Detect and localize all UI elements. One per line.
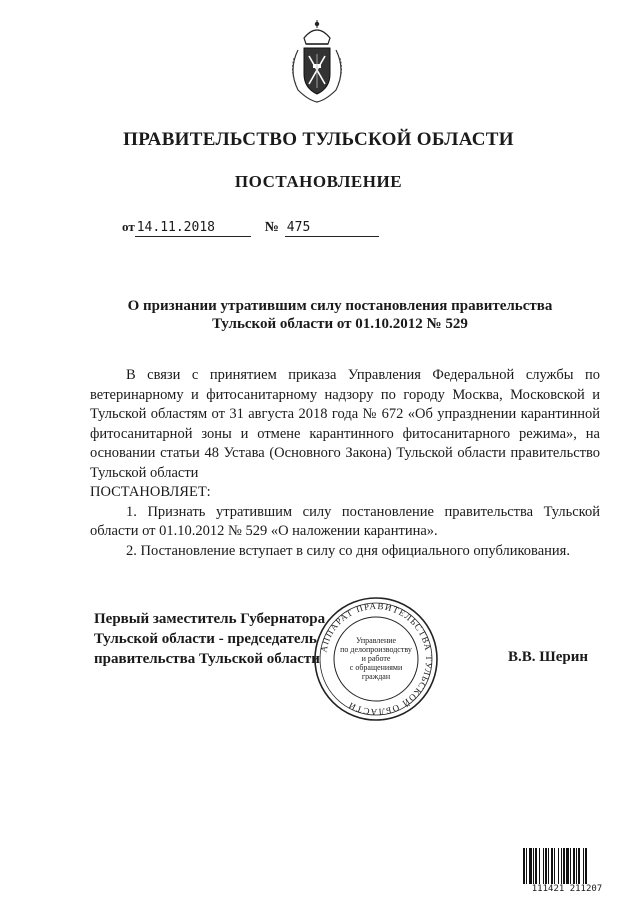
stamp-line-4: с обращениями	[349, 663, 403, 672]
svg-text:АППАРАТ ПРАВИТЕЛЬСТВА ТУЛЬСКОЙ: АППАРАТ ПРАВИТЕЛЬСТВА ТУЛЬСКОЙ ОБЛАСТИ	[318, 600, 435, 718]
barcode-bar	[533, 848, 534, 884]
position-line-3: правительства Тульской области	[94, 651, 320, 667]
decree-item-1: 1. Признать утратившим силу постановление правительства Тульской области от 01.10.2012 № 529 «О наложении карантина».	[90, 503, 600, 539]
position-line-1: Первый заместитель Губернатора	[94, 611, 326, 627]
barcode-bar	[570, 848, 571, 884]
barcode-bar	[529, 848, 532, 884]
barcode-bar	[576, 848, 577, 884]
stamp-line-3: и работе	[361, 654, 391, 663]
document-subject	[80, 297, 600, 333]
stamp-line-2: по делопроизводству	[340, 645, 412, 654]
barcode-bar	[558, 848, 559, 884]
document-type-heading: ПОСТАНОВЛЕНИЕ	[234, 172, 403, 191]
subject-line-1: О признании утратившим силу постановления правительства	[127, 298, 553, 314]
number-prefix: №	[264, 220, 279, 235]
barcode-bar	[578, 848, 580, 884]
barcode-bar	[523, 848, 525, 884]
barcode-bar	[554, 848, 555, 884]
barcode-bar	[585, 848, 587, 884]
barcode-bar	[548, 848, 549, 884]
barcode-number: 111421 211207	[531, 884, 603, 894]
date-number-line	[122, 219, 379, 237]
signatory-position	[94, 609, 325, 669]
document-number: 475	[285, 220, 379, 237]
stamp-line-5: граждан	[361, 672, 391, 681]
coat-of-arms-icon	[284, 18, 350, 104]
document-date: 14.11.2018	[135, 220, 251, 237]
stamp-department-text	[330, 636, 422, 681]
organization-title: ПРАВИТЕЛЬСТВО ТУЛЬСКОЙ ОБЛАСТИ	[123, 129, 514, 150]
barcode-bar	[583, 848, 584, 884]
barcode-bar	[543, 848, 544, 884]
barcode-bar	[535, 848, 537, 884]
barcode-bar	[551, 848, 553, 884]
stamp-line-1: Управление	[355, 636, 397, 645]
barcode-bar	[539, 848, 540, 884]
barcode-bar	[566, 848, 569, 884]
date-prefix: от	[122, 219, 135, 234]
preamble-paragraph: В связи с принятием приказа Управления Федеральной службы по ветеринарному и фитосанитарному надзору по городу Москва, Московской и Тульской областям от 31 августа 2018 года № 672 «Об упразднении карантинной фитосанитарной зоны и отмене карантинного фитосанитарного режима», на основании статьи 48 Устава (Основного Закона) Тульской области правительство Тульской области	[90, 367, 600, 481]
decree-word: ПОСТАНОВЛЯЕТ:	[90, 484, 211, 500]
barcode-bar	[573, 848, 575, 884]
barcode-bar	[545, 848, 547, 884]
barcode-bar	[563, 848, 565, 884]
barcode-bar	[561, 848, 562, 884]
signatory-name: В.В. Шерин	[508, 649, 589, 665]
document-body	[90, 366, 600, 561]
barcode-bar	[526, 848, 527, 884]
barcode-icon	[522, 848, 612, 884]
subject-line-2: Тульской области от 01.10.2012 № 529	[212, 316, 468, 332]
decree-item-2: 2. Постановление вступает в силу со дня официального опубликования.	[126, 542, 570, 559]
position-line-2: Тульской области - председатель	[94, 631, 317, 647]
